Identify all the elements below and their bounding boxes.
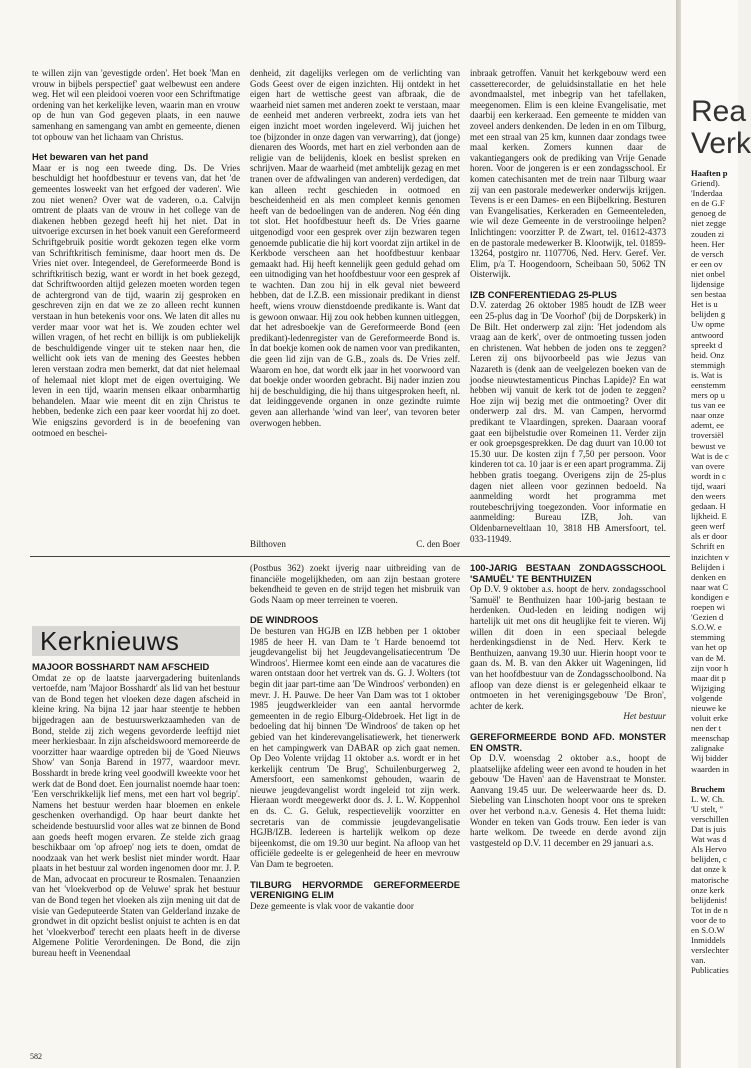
facing-line: meenschap bbox=[691, 733, 730, 744]
facing-line: stemmigh bbox=[691, 359, 725, 370]
facing-page-text bbox=[691, 168, 751, 976]
facing-line: zijn voor h bbox=[691, 662, 729, 673]
facing-line: heen. Her bbox=[691, 238, 725, 249]
news-heading: 100-JARIG BESTAAN ZONDAGSSCHOOL 'SAMUËL' TE BENTHUIZEN bbox=[470, 562, 666, 584]
section-divider bbox=[30, 556, 670, 557]
facing-line: nen der t bbox=[691, 723, 722, 734]
facing-line: denken en bbox=[691, 571, 727, 582]
facing-line: belijden g bbox=[691, 309, 726, 320]
facing-line: belijden, c bbox=[691, 854, 727, 865]
article-column-3 bbox=[470, 68, 666, 552]
kerknieuws-title: Kerknieuws bbox=[32, 626, 240, 656]
facing-line: en de G.F bbox=[691, 198, 725, 209]
facing-line: matorische bbox=[691, 874, 729, 885]
facing-line: geen werf bbox=[691, 521, 726, 532]
article-column-1 bbox=[32, 68, 240, 552]
facing-line: verslechter bbox=[691, 945, 729, 956]
facing-line: volgende bbox=[691, 692, 723, 703]
facing-line: Schrift en bbox=[691, 541, 725, 552]
facing-page bbox=[681, 0, 751, 1068]
facing-line: roepen wi bbox=[691, 602, 726, 613]
facing-line: inzichten v bbox=[691, 551, 729, 562]
facing-line: eenstemm bbox=[691, 379, 726, 390]
facing-line: bewust ve bbox=[691, 440, 726, 451]
facing-line: wordt in c bbox=[691, 470, 726, 481]
facing-title-line: Rea bbox=[691, 95, 747, 128]
article-paragraph: denheid, zit dagelijks verlegen om de verlichting van Gods Geest over de eigen inzichten. Hij ontdekt in het eigen hart de wettische geest van afbraak, die de waarheid niet samen met anderen zoekt te verstaan, maar de eenheid met anderen verbreekt, zodra iets van het eigen inzicht moet worden ingeleverd. Wij juichen het toe (bijzonder in onze dagen van verwarring), dat (jonge) dienaren des Woords, met hart en ziel verbonden aan de religie van de belijdenis, kloek en beslist spreken en schrijven. Maar de waarheid (met ambtelijk gezag en met tranen over de afdwalingen van anderen) verdedigen, dat kan alleen recht geschieden in ootmoed en bescheidenheid en als men compleet kennis genomen heeft van de bedoelingen van de anderen. Nog één ding tot slot. Het hoofdbestuur heeft ds. De Vries gaarne uitgenodigd voor een gesprek over zijn bezwaren tegen genoemde publicatie die hij kort voordat zijn artikel in de Kerkbode verscheen aan het hoofdbestuur kenbaar gemaakt had. Hij heeft kennelijk geen geduld gehad om een uitnodiging van het hoofdbestuur voor een gesprek af te wachten. Dan zou hij in elk geval niet beweerd hebben, dat de I.Z.B. een missionair predikant in dienst heeft, wiens vrouw dienstdoende predikante is. Want dat is gewoon onwaar. Hij zou ook hebben kunnen uitleggen, dat het adresboekje van de Gereformeerde Bond (een predikant)-ledenregister van de Gereformeerde Bond is. In dat boekje komen ook de namen voor van predikanten, die geen lid zijn van de G.B., zoals ds. De Vries zelf. Waarom en hoe, dat wordt elk jaar in het voorwoord van dat boekje onder woorden gebracht. Bij nader inzien zou hij de beschuldiging, die hij thans uitgesproken heeft, nl. dat leidinggevende organen in onze gezindte ruimte geven aan allerhande 'wind van leer', van tevoren beter overwogen hebben. bbox=[250, 68, 460, 428]
facing-line: Haaften p bbox=[691, 168, 728, 178]
facing-line: troversiël bbox=[691, 430, 724, 441]
article-column-2 bbox=[250, 68, 460, 552]
news-signature: Het bestuur bbox=[623, 711, 666, 722]
facing-line: S.O.W. e bbox=[691, 622, 722, 633]
facing-line: van. bbox=[691, 955, 706, 966]
facing-line: Belijden i bbox=[691, 561, 725, 572]
facing-line: lijdensige bbox=[691, 279, 725, 290]
news-heading: IZB CONFERENTIEDAG 25-PLUS bbox=[470, 288, 617, 300]
facing-line: Het is u bbox=[691, 299, 718, 310]
facing-line: sen bestaa bbox=[691, 289, 727, 300]
facing-line: Uw opme bbox=[691, 319, 725, 330]
facing-line: dat onze k bbox=[691, 864, 727, 875]
facing-line: als er door bbox=[691, 531, 728, 542]
news-text: De besturen van HGJB en IZB hebben per 1 oktober 1985 de heer H. van Dam te 't Harde benoemd tot jeugdevangelist bij het Jeugdevangelisatiecentrum 'De Windroos'. Hiermee komt een einde aan de vacatures die waren ontstaan door het vertrek van ds. G. J. Wolters (tot begin dit jaar part-time aan 'De Windroos' verbonden) en mevr. J. H. Pauwe. De heer Van Dam was tot 1 oktober 1985 jeugdwerkleider van een aantal hervormde gemeenten in de regio Elburg-Oldebroek. Het ligt in de bedoeling dat hij binnen 'De Windroos' de taken op het gebied van het kinderevangelisatiewerk, het tienerwerk en het campingwerk van DABAR op zich gaat nemen. Op Deo Volente vrijdag 11 oktober a.s. wordt er in het kerkelijk centrum 'De Brug', Schuilenburgerweg 2, Amersfoort, een samenkomst gehouden, waarin de nieuwe jeugdevangelist wordt ingeleid tot zijn werk. Hieraan wordt meegewerkt door ds. J. L. W. Koppenhol en ds. C. G. Geluk, respectievelijk voorzitter en secretaris van de commissie jeugdevangelisatie HGJB/IZB. Iedereen is hartelijk welkom op deze bijeenkomst, die om 19.30 uur begint. Na afloop van het officiële gedeelte is er gelegenheid de heer en mevrouw Van Dam te begroeten. bbox=[250, 625, 460, 870]
facing-page-title bbox=[691, 96, 751, 160]
facing-line: 'Gezien d bbox=[691, 612, 724, 623]
facing-line: is. Wat is bbox=[691, 369, 723, 380]
facing-line: Als Hervo bbox=[691, 844, 727, 855]
facing-line: voor de to bbox=[691, 914, 726, 925]
facing-line: maar dit p bbox=[691, 672, 726, 683]
article-paragraph: inbraak getroffen. Vanuit het kerkgebouw werd een cassetterecorder, de geluidsinstallatie en het hele avondmaalstel, met inbegrip van het tafellaken, meegenomen. Elim is een kleine Evangelisatie, met daarbij een kerkeraad. Een gemeente te midden van zoveel anders denkenden. De leden in en om Tilburg, met een straal van 25 km, kunnen daar zondags twee maal kerken. Zomers kunnen daar de vakantiegangers ook de prediking van Vrije Genade horen. Voor de jongeren is er een zondagsschool. Er komen catechisanten met de trein naar Tilburg waar zij van een pastorale medewerker onderwijs krijgen. Tevens is er een Dames- en een Bijbelkring. Besturen van Evangelisaties, Kerkeraden en Gemeenteleden, wie wil deze Gemeente in de verstrooiinge helpen? Inlichtingen: voorzitter P. de Zwart, tel. 01612-4373 en de pastorale medewerker B. Klootwijk, tel. 01859-13264, postgiro nr. 1107706, Ned. Herv. Geref. Ver. Elim, p/a T. Hoogendoorn, Scheibaan 50, 5062 TN Oisterwijk. bbox=[470, 68, 666, 280]
kerknieuws-column-1 bbox=[32, 662, 240, 1057]
facing-line: naar onze bbox=[691, 410, 725, 421]
facing-line: Dat is juis bbox=[691, 824, 726, 835]
article-paragraph: Maar er is nog een tweede ding. Ds. De Vries beschuldigt het hoofdbestuur er tevens van, dat het 'de gemeentes losweekt van het erfgoed der vaderen'. Wie zou niet wenen? Over wat de vaderen, o.a. Calvijn omtrent de plaats van de vrouw in het college van de diakenen hebben gezegd heeft hij het niet. Dat in uitvoerige excursen in het boek vanuit een Gereformeerd Schriftgebruik positie wordt gekozen tegen elke vorm van Schriftkritisch feminisme, daar hoort men ds. De Vries niet over. Integendeel, de Gereformeerde Bond is schriftkritisch bezig, want er wordt in het boek gezegd, dat Schriftwoorden altijd gelezen moeten worden tegen de achtergrond van de tijd, waarin zij gesproken en geschreven zijn en dat we ze zo alleen recht kunnen verstaan in hun betekenis voor ons. We laten dit alles nu verder maar voor wat het is. We zouden echter wel willen vragen, of het recht en billijk is om publiekelijk de beschuldigende vinger uit te steken naar hen, die wellicht ook iets van de mening des Geestes hebben leren verstaan zodra men bemerkt, dat dat niet helemaal of helemaal niet klopt met de eigen overtuiging. We leven in een tijd, waarin mensen elkaar onbarmhartig behandelen. Maar wie meent dit en zijn Christus te hebben, bedenke zich een paar keer voordat hij zo doet. Wie enigszins gevorderd is in de beoefening van ootmoed en beschei- bbox=[32, 162, 240, 438]
facing-line: L. W. Ch. bbox=[691, 793, 725, 804]
news-text: D.V. zaterdag 26 oktober 1985 houdt de IZB weer een 25-plus dag in 'De Voorhof' (bij de Dorpskerk) in De Bilt. Het onderwerp zal zijn: 'Het jodendom als vraag aan de kerk', over de ontmoeting tussen joden en christenen. Wat hebben de joden ons te zeggen? Leren zij ons bijvoorbeeld pas wie Jezus van Nazareth is (denk aan de veelgelezen boeken van de joodse nieuwtestamenticus Pinchas Lapide)? En wat hebben wij vanuit de kerk tot de joden te zeggen? Hoe zijn wij bezig met die ontmoeting? Over dit onderwerp zal drs. M. van Campen, hervormd predikant te Vlaardingen, spreken. Daaraan vooraf gaat een bijbelstudie over Romeinen 11. Verder zijn er ook groepsgesprekken. De dag duurt van 10.00 tot 15.30 uur. De kosten zijn f 7,50 per persoon. Voor kinderen tot ca. 10 jaar is er een apart programma. Zij hebben gratis toegang. Overigens zijn de 25-plus dagen niet alleen voor gezinnen bedoeld. Na aanmelding wordt het programma met routebeschrijving toegezonden. Voor informatie en aanmelding: Bureau IZB, Joh. van Oldenbarneveltlaan 10, 3818 HB Amersfoort, tel. 033-11949. bbox=[470, 300, 666, 544]
facing-line: tijd, waari bbox=[691, 480, 726, 491]
facing-line: Wat is de c bbox=[691, 450, 729, 461]
kerknieuws-column-3 bbox=[470, 563, 666, 1057]
news-text: Op D.V. woensdag 2 oktober a.s., hoopt de plaatselijke afdeling weer een avond te houden in het gebouw 'De Haven' aan de Havenstraat te Monster. Aanvang 19.45 uur. De weleerwaarde heer ds. D. Siebeling van Linschoten hoopt voor ons te spreken over het verbond n.a.v. Genesis 4. Het thema luidt: Wonder en teken van Gods trouw. Een ieder is van harte welkom. De tweede en derde avond zijn vastgesteld op D.V. 11 december en 29 januari a.s. bbox=[470, 753, 666, 848]
page-number: 582 bbox=[30, 1052, 42, 1061]
facing-line: van overe bbox=[691, 460, 725, 471]
facing-line: Wij bidder bbox=[691, 753, 728, 764]
facing-line: tus van ee bbox=[691, 400, 726, 411]
facing-line: waarden in bbox=[691, 763, 729, 774]
facing-title-line: Verk bbox=[691, 127, 751, 160]
facing-line: lijkheid. E bbox=[691, 511, 727, 522]
facing-line: van de M. bbox=[691, 652, 726, 663]
facing-line: den weers bbox=[691, 491, 726, 501]
facing-line bbox=[691, 774, 751, 784]
kerknieuws-column-2 bbox=[250, 563, 460, 1057]
news-heading: TILBURG HERVORMDE GEREFORMEERDE VERENIGING ELIM bbox=[250, 878, 460, 901]
facing-line: spreekt d bbox=[691, 339, 723, 350]
byline-place: Bilthoven bbox=[250, 539, 286, 549]
facing-line: naar wat C bbox=[691, 581, 729, 592]
facing-line: kondigen e bbox=[691, 591, 729, 602]
facing-line: ademt, ee bbox=[691, 420, 724, 431]
facing-line: voluit erke bbox=[691, 713, 728, 724]
facing-line: Inmiddels bbox=[691, 935, 726, 946]
news-heading: DE WINDROOS bbox=[250, 614, 319, 626]
news-heading: GEREFORMEERDE BOND AFD. MONSTER EN OMSTR. bbox=[470, 730, 666, 753]
facing-line: niet onbel bbox=[691, 268, 726, 279]
facing-line: antwoord bbox=[691, 329, 724, 340]
news-text: Deze gemeente is vlak voor de vakantie door bbox=[250, 900, 414, 911]
facing-line: 'U stelt, " bbox=[691, 803, 724, 814]
facing-line: mers op u bbox=[691, 390, 725, 401]
byline-author: C. den Boer bbox=[416, 539, 460, 549]
facing-line: Publicaties bbox=[691, 965, 729, 976]
facing-line: gedaan. H bbox=[691, 501, 726, 512]
facing-line: en S.O.W bbox=[691, 925, 725, 936]
facing-line: de versch bbox=[691, 248, 724, 259]
facing-line: Griend). bbox=[691, 178, 720, 189]
facing-line: zouden zi bbox=[691, 228, 725, 239]
facing-line: zalignake bbox=[691, 743, 724, 754]
facing-line: verschillen bbox=[691, 814, 729, 824]
article-paragraph: te willen zijn van 'gevestigde orden'. Het boek 'Man en vrouw in bijbels perspectief' gaat welbewust een andere weg. Het wil een pleidooi voeren voor een Schriftmatige ordening van het kerkelijke leven, waarin man en vrouw op de hun van God gegeven plaats, in een nauwe samenhang en samengang van ambt en gemeente, dienen tot opbouw van het lichaam van Christus. bbox=[32, 68, 240, 142]
facing-line: genoeg de bbox=[691, 208, 727, 219]
facing-line: heid. Onz bbox=[691, 349, 725, 360]
facing-line: Wijziging bbox=[691, 682, 726, 693]
facing-line: Wat was d bbox=[691, 834, 727, 845]
news-text: (Postbus 362) zoekt ijverig naar uitbreiding van de financiële mogelijkheden, om aan zijn bestaan grotere bekendheid te geven en de strijd tegen het misbruik van Gods Naam op meer terreinen te voeren. bbox=[250, 563, 460, 605]
news-text: Omdat ze op de laatste jaarvergadering buitenlands vertoefde, nam 'Majoor Bosshardt' als lid van het bestuur van de Bond tegen het vloeken deze dagen afscheid in kleine kring. Na bijna 12 jaar haar steentje te hebben bijgedragen aan de bestuurswerkzaamheden van de Bond, stelde zij zich wegens gevorderde leeftijd niet meer herkiesbaar. In zijn afscheidswoord memoreerde de voorzitter haar waardige optreden bij de 'Goed Nieuws Show' van Sonja Barend in 1977, waardoor mevr. Bosshardt in brede kring veel goodwill kweekte voor het werk dat de Bond doet. Een journalist noemde haar toen: 'Een verschrikkelijk lief mens, met een hart vol begrip'. Namens het bestuur werden haar bloemen en enkele geschenken overhandigd. Op haar beurt dankte het scheidende bestuurslid voor alles wat ze binnen de Bond aan goeds heeft mogen ervaren. Ze stelde zich graag beschikbaar om 'op afroep' nog iets te doen, omdat de noodzaak van het werk beslist niet minder wordt. Haar plaats in het bestuur zal worden ingenomen door mr. J. P. de Man, advocaat en procureur te Rosmalen. Tenaanzien van het 'vloekverbod op de Veluwe' sprak het bestuur van de Bond tegen het vloeken als zijn mening uit dat de visie van Gedeputeerde Staten van Gelderland inzake de grondwet in dit opzicht beslist onjuist te achten is en dat het 'vloekverbod' terecht een plaats heeft in de diverse Algemene Politie Verordeningen. De Bond, die zijn bureau heeft in Veenendaal bbox=[32, 672, 240, 959]
news-text: Op D.V. 9 oktober a.s. hoopt de herv. zondagsschool 'Samuël' te Benthuizen haar 100-jarig bestaan te herdenken. Oud-leden en leiding nodigen wij hartelijk uit met ons dit heuglijke feit te vieren. Wij willen dit doen in een speciaal belegde herdenkingsdienst in de Ned. Herv. Kerk te Benthuizen, aanvang 19.30 uur. Hierin hoopt voor te gaan ds. M. B. van den Akker uit Wageningen, lid van het hoofdbestuur van de Zondagsschoolbond. Na afloop van deze dienst is er gelegenheid elkaar te ontmoeten in het verenigingsgebouw 'De Bron', achter de kerk. bbox=[470, 584, 666, 711]
facing-line: stemming bbox=[691, 632, 725, 643]
article-subheading: Het bewaren van het pand bbox=[32, 151, 149, 163]
facing-line: nieuwe ke bbox=[691, 702, 727, 713]
facing-line: van het op bbox=[691, 642, 727, 653]
facing-line: er een ov bbox=[691, 258, 723, 269]
facing-line: Tot in de n bbox=[691, 904, 728, 915]
facing-line: onze kerk bbox=[691, 884, 725, 895]
article-byline bbox=[250, 539, 460, 549]
facing-line: niet zegge bbox=[691, 218, 727, 229]
news-heading: MAJOOR BOSSHARDT NAM AFSCHEID bbox=[32, 661, 210, 672]
facing-line: 'Inderdaa bbox=[691, 188, 723, 199]
facing-line: Bruchem bbox=[691, 783, 725, 794]
facing-line: belijdenis! bbox=[691, 894, 728, 905]
